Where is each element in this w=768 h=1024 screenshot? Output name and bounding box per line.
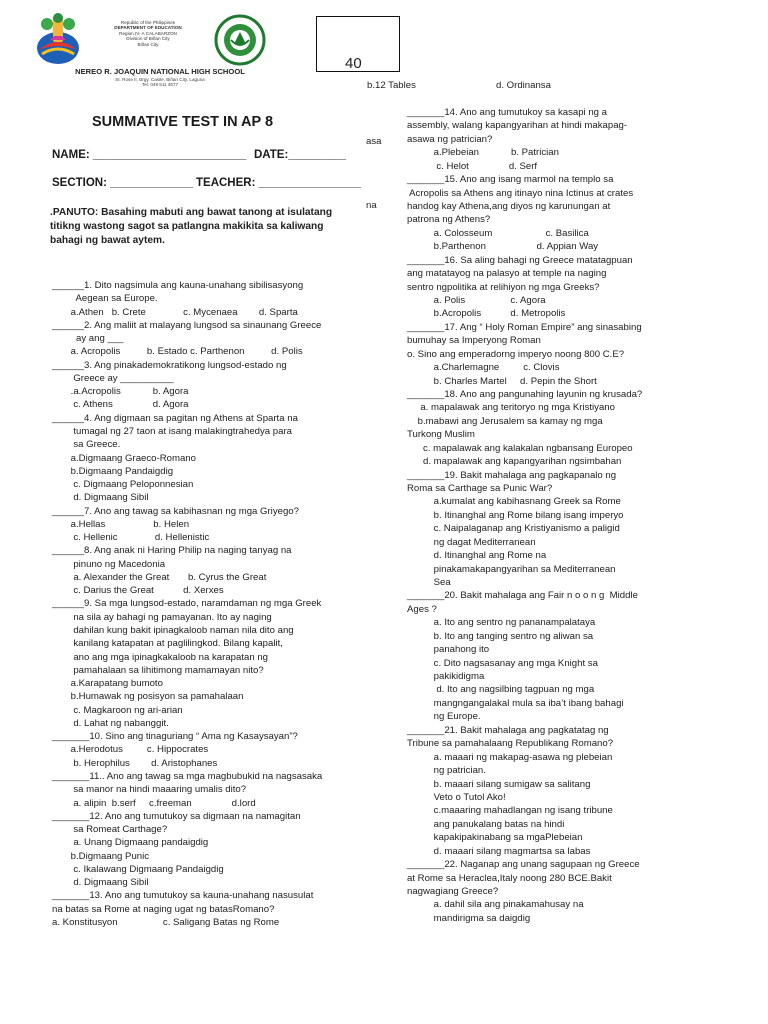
question-line: mandirigma sa daigdig xyxy=(407,912,531,924)
school-info-line: Division of Biñan City xyxy=(126,36,170,42)
school-address xyxy=(40,77,280,88)
question-line: a. Polis c. Agora xyxy=(407,295,546,307)
question-line: a. Konstitusyon c. Saligang Batas ng Rome xyxy=(52,916,280,928)
question-line: sentro ngpolitika at relihiyon ng mga Greeks? xyxy=(407,281,600,293)
question-line: ______8. Ang anak ni Haring Philip na naging tanyag na xyxy=(52,545,292,557)
page-title: SUMMATIVE TEST IN AP 8 xyxy=(92,114,274,130)
question-line: ng Europe. xyxy=(407,711,481,723)
question-line: patrona ng Athens? xyxy=(407,214,491,226)
question-line: ng patrician. xyxy=(407,765,486,777)
deped-logo xyxy=(34,10,82,68)
question-line: c. Naipalaganap ang Kristiyanismo a paligid xyxy=(407,523,620,535)
question-line: bumuhay sa Imperyong Roman xyxy=(407,335,541,347)
question-line: _______12. Ano ang tumutukoy sa digmaan na namagitan xyxy=(52,810,301,822)
question-line: _______11.. Ano ang tawag sa mga magbubukid na nagsasaka xyxy=(52,770,323,782)
question-line: a.Plebeian b. Patrician xyxy=(407,147,559,159)
question-line: d. Itinanghal ang Rome na xyxy=(407,550,547,562)
question-line: b.mabawi ang Jerusalem sa kamay ng mga xyxy=(407,415,603,427)
question-line: d. maaari silang magmartsa sa labas xyxy=(407,845,591,857)
question-line: Roma sa Carthage sa Punic War? xyxy=(407,483,553,495)
question-line: ng dagat Mediterranean xyxy=(407,536,536,548)
question-line: a. Alexander the Great b. Cyrus the Great xyxy=(52,571,267,583)
fragment-text: d. Ordinansa xyxy=(496,80,551,91)
question-line: ______2. Ang maliit at malayang lungsod sa sinaunang Greece xyxy=(52,319,322,331)
question-line: .a.Acropolis b. Agora xyxy=(52,386,189,398)
score-value: 40 xyxy=(345,55,362,72)
question-line: pamahalaan sa lihitimong mamamayan nito? xyxy=(52,664,264,676)
question-line: _______22. Naganap ang unang sagupaan ng Greece xyxy=(407,859,640,871)
instructions-line: .PANUTO: Basahing mabuti ang bawat tanong at isulatang xyxy=(50,207,333,218)
question-line: a.Digmaang Graeco-Romano xyxy=(52,452,196,464)
question-line: c. Ikalawang Digmaang Pandaigdig xyxy=(52,863,224,875)
question-line: Turkong Muslim xyxy=(407,429,475,441)
question-line: d. Lahat ng nabanggit. xyxy=(52,717,169,729)
question-line: a.Charlemagne c. Clovis xyxy=(407,362,560,374)
question-line: a. Acropolis b. Estado c. Parthenon d. Polis xyxy=(52,346,303,358)
question-line: dahilan kung bakit ipinagkaloob naman nila dito ang xyxy=(52,625,294,637)
question-line: o. Sino ang emperadorng imperyo noong 800 C.E? xyxy=(407,348,625,360)
question-line: ______7. Ano ang tawag sa kabihasnan ng mga Griyego? xyxy=(52,505,299,517)
question-line: pinuno ng Macedonia xyxy=(52,558,166,570)
question-line: c.maaaring mahadlangan ng isang tribune xyxy=(407,805,613,817)
question-line: handog kay Athena,ang diyos ng karunungan at xyxy=(407,201,611,212)
question-line: kapakipakinabang sa mgaPlebeian xyxy=(407,832,583,844)
question-line: tumagal ng 27 taon at isang malakingtrahedya para xyxy=(52,425,292,437)
instructions-line: titikng wastong sagot sa patlangna makikita sa kaliwang xyxy=(50,221,324,232)
question-line: _______14. Ano ang tumutukoy sa kasapi ng a xyxy=(407,107,608,118)
question-line: Tribune sa pamahalaang Republikang Romano? xyxy=(407,738,614,750)
question-line: ______3. Ang pinakademokratikong lungsod-estado ng xyxy=(52,359,287,371)
question-line: ______4. Ang digmaan sa pagitan ng Athens at Sparta na xyxy=(52,412,298,424)
question-line: a.Athen b. Crete c. Mycenaea d. Sparta xyxy=(52,306,298,318)
question-line: ang matatayog na palasyo at temple na naging xyxy=(407,268,607,280)
question-line: ang panukalang batas na hindi xyxy=(407,818,565,830)
question-line: b.Acropolis d. Metropolis xyxy=(407,308,566,320)
question-line: sa manor na hindi maaaring umalis dito? xyxy=(52,784,247,796)
question-line: ay ang ___ xyxy=(52,333,124,345)
question-line: a.Karapatang bumoto xyxy=(52,678,163,690)
school-address-line: St. Rose II, Brgy. Casile, Biñan City, Laguna xyxy=(115,77,205,82)
question-line: b.Digmaang Pandaigdig xyxy=(52,465,174,477)
score-box xyxy=(316,16,400,72)
question-line: a. mapalawak ang teritoryo ng mga Kristiyano xyxy=(407,402,615,414)
question-line: b. Charles Martel d. Pepin the Short xyxy=(407,375,597,387)
question-line: a.Hellas b. Helen xyxy=(52,518,190,530)
question-line: c. mapalawak ang kalakalan ngbansang Europeo xyxy=(407,442,633,454)
question-line: c. Magkaroon ng ari-arian xyxy=(52,704,183,716)
question-line: Ages ? xyxy=(407,603,437,615)
question-line: d. mapalawak ang kapangyarihan ngsimbahan xyxy=(407,456,622,468)
question-line: sa Romeat Carthage? xyxy=(52,824,168,836)
question-line: Aegean sa Europe. xyxy=(52,293,158,305)
question-line: b. Herophilus d. Aristophanes xyxy=(52,757,218,769)
question-line: na batas sa Rome at naging ugat ng batasRomano? xyxy=(52,903,275,915)
question-line: ano ang mga ipinagkakaloob na karapatan ng xyxy=(52,651,269,663)
question-line: c. Darius the Great d. Xerxes xyxy=(52,585,224,597)
question-line: at Rome sa Heraclea,Italy noong 280 BCE.Bakit xyxy=(407,872,612,884)
question-line: b. Ito ang tanging sentro ng aliwan sa xyxy=(407,630,594,642)
question-line: panahong ito xyxy=(407,644,490,656)
question-line: a. dahil sila ang pinakamahusay na xyxy=(407,899,584,911)
question-line: mangngangalakal mula sa iba’t ibang bahagi xyxy=(407,697,624,709)
question-line: pinakamakapangyarihan sa Mediterranean xyxy=(407,563,616,575)
question-line: _______21. Bakit mahalaga ang pagkatatag ng xyxy=(407,724,609,736)
school-info xyxy=(84,20,212,47)
section-field: SECTION: _____________ xyxy=(52,177,194,189)
teacher-field: TEACHER: ________________ xyxy=(196,177,361,189)
school-info-line: Region IV- A CALABARZON xyxy=(119,30,177,36)
fragment-text: na xyxy=(366,200,377,211)
question-line: nagwagiang Greece? xyxy=(407,885,499,897)
school-info-line: Republic of the Philippines xyxy=(120,20,176,25)
question-line: a.kumalat ang kabihasnang Greek sa Rome xyxy=(407,496,621,508)
question-line: na sila ay bahagi ng pamayanan. Ito ay naging xyxy=(52,611,272,623)
question-line: asawa ng patrician? xyxy=(407,133,493,145)
question-line: c. Dito nagsasanay ang mga Knight sa xyxy=(407,657,598,669)
school-info-line: Biñan City xyxy=(137,41,159,47)
fragment-text: b.12 Tables xyxy=(367,80,416,91)
question-line: _______20. Bakit mahalaga ang Fair n o o n g Middle xyxy=(407,590,638,602)
fragment-text: asa xyxy=(366,136,382,147)
question-line: Veto o Tutol Ako! xyxy=(407,791,506,803)
name-field: NAME: ________________________ xyxy=(52,149,247,161)
school-seal-logo xyxy=(214,14,266,66)
question-line: _______10. Sino ang tinaguriang “ Ama ng Kasaysayan”? xyxy=(52,731,298,743)
question-line: Sea xyxy=(407,577,451,589)
question-line: pakikidigma xyxy=(407,671,485,683)
question-line: _______13. Ano ang tumutukoy sa kauna-unahang nasusulat xyxy=(52,890,314,902)
question-line: _______16. Sa aling bahagi ng Greece matatagpuan xyxy=(407,254,633,266)
question-line: b.Parthenon d. Appian Way xyxy=(407,241,599,253)
question-line: d. Digmaang Sibil xyxy=(52,877,149,889)
question-line: a. Colosseum c. Basilica xyxy=(407,227,589,239)
question-line: b.Digmaang Punic xyxy=(52,850,150,862)
question-line: _______17. Ang “ Holy Roman Empire” ang sinasabing xyxy=(407,321,642,333)
instructions-line: bahagi ng bawat aytem. xyxy=(50,235,165,246)
question-line: c. Hellenic d. Hellenistic xyxy=(52,532,210,544)
school-name: NEREO R. JOAQUIN NATIONAL HIGH SCHOOL xyxy=(75,67,245,76)
question-line: d. Ito ang nagsilbing tagpuan ng mga xyxy=(407,684,595,696)
question-line: sa Greece. xyxy=(52,439,121,451)
question-line: a. Ito ang sentro ng pananampalataya xyxy=(407,617,596,629)
question-line: c. Digmaang Peloponnesian xyxy=(52,479,194,491)
question-line: kanilang katapatan at paglilingkod. Bilang kapalit, xyxy=(52,638,283,650)
question-line: ______1. Dito nagsimula ang kauna-unahang sibilisasyong xyxy=(52,280,304,291)
question-line: a.Herodotus c. Hippocrates xyxy=(52,744,209,756)
instructions xyxy=(50,206,368,248)
question-line: _______19. Bakit mahalaga ang pagkapanalo ng xyxy=(407,469,617,481)
question-line: assembly, walang kapangyarihan at hindi makapag- xyxy=(407,120,628,132)
question-line: c. Athens d. Agora xyxy=(52,399,189,411)
question-line: c. Helot d. Serf xyxy=(407,160,538,172)
question-line: a. alipin b.serf c.freeman d.lord xyxy=(52,797,256,809)
question-line: _______18. Ano ang pangunahing layunin ng krusada? xyxy=(407,389,643,401)
question-line: a. Unang Digmaang pandaigdig xyxy=(52,837,209,849)
school-info-line: DEPARTMENT OF EDUCATION xyxy=(114,25,182,31)
question-line: b. Itinanghal ang Rome bilang isang imperyo xyxy=(407,509,624,521)
question-line: b.Humawak ng posisyon sa pamahalaan xyxy=(52,691,244,703)
question-line: ______9. Sa mga lungsod-estado, naramdaman ng mga Greek xyxy=(52,598,322,610)
question-line: Acropolis sa Athens ang itinayo nina Ictinus at crates xyxy=(407,187,634,199)
date-field: DATE:_________ xyxy=(254,149,346,161)
question-line: Greece ay __________ xyxy=(52,372,174,384)
question-line: d. Digmaang Sibil xyxy=(52,492,149,504)
question-line: a. maaari ng makapag-asawa ng plebeian xyxy=(407,751,613,763)
school-address-line: Tel. 049 511 4577 xyxy=(141,82,179,88)
question-line: _______15. Ano ang isang marmol na templo sa xyxy=(407,174,614,186)
question-line: b. maaari silang sumigaw sa salitang xyxy=(407,778,591,790)
